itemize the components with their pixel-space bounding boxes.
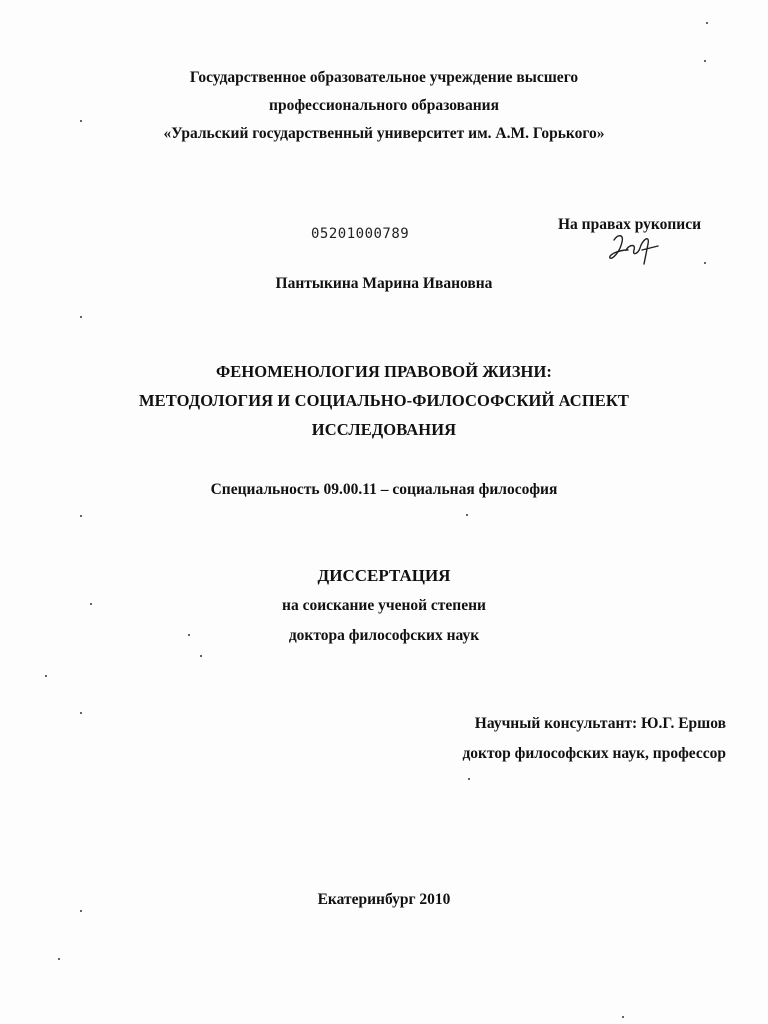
scan-speck	[80, 910, 82, 912]
scan-speck	[622, 1016, 624, 1018]
scan-speck	[468, 778, 470, 780]
thesis-title-line-2: МЕТОДОЛОГИЯ И СОЦИАЛЬНО-ФИЛОСОФСКИЙ АСПЕКТ	[138, 391, 630, 410]
author-name: Пантыкина Марина Ивановна	[275, 275, 493, 292]
thesis-title-line-3: ИССЛЕДОВАНИЯ	[311, 420, 457, 439]
scan-speck	[80, 515, 82, 517]
scan-speck	[90, 603, 92, 605]
scan-speck	[200, 655, 202, 657]
specialty: Специальность 09.00.11 – социальная философия	[210, 481, 558, 498]
scan-speck	[58, 958, 60, 960]
document-type-heading: ДИССЕРТАЦИЯ	[317, 566, 451, 585]
institution-line-1: Государственное образовательное учреждение высшего	[189, 69, 579, 86]
scan-speck	[80, 316, 82, 318]
city-year: Екатеринбург 2010	[317, 891, 451, 908]
thesis-title-line-1: ФЕНОМЕНОЛОГИЯ ПРАВОВОЙ ЖИЗНИ:	[215, 362, 553, 381]
manuscript-rights-note: На правах рукописи	[558, 216, 702, 233]
scan-speck	[706, 22, 708, 24]
scan-speck	[188, 634, 190, 636]
consultant-line-2: доктор философских наук, профессор	[462, 745, 726, 762]
degree-line-1: на соискание ученой степени	[282, 597, 486, 614]
scan-speck	[704, 262, 706, 264]
scan-speck	[45, 675, 47, 677]
institution-line-3: «Уральский государственный университет им. А.М. Горького»	[163, 125, 605, 142]
scan-speck	[80, 712, 82, 714]
consultant-line-1: Научный консультант: Ю.Г. Ершов	[474, 715, 726, 732]
scan-speck	[704, 60, 706, 62]
degree-line-2: доктора философских наук	[288, 627, 480, 644]
scan-speck	[466, 514, 468, 516]
institution-line-2: профессионального образования	[269, 97, 499, 114]
registry-number: 05201000789	[311, 226, 410, 242]
scan-speck	[80, 120, 82, 122]
handwritten-signature	[604, 228, 664, 268]
